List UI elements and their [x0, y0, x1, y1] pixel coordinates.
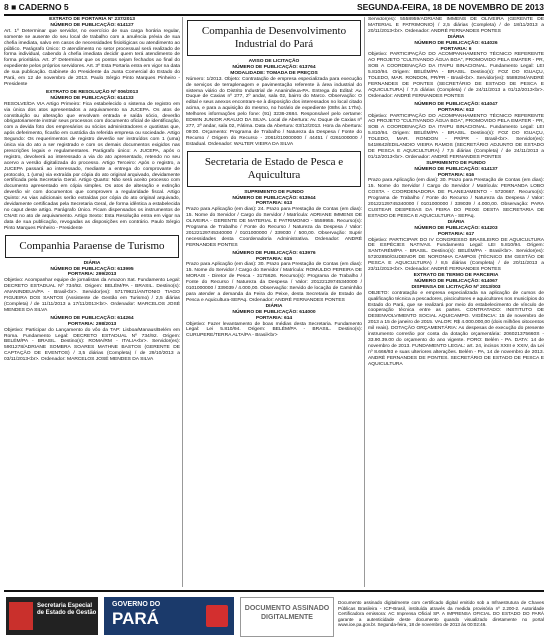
section-title: DIÁRIA: [83, 260, 101, 266]
section-title: EXTRATO DE TERMO DE PARCERIA: [413, 272, 499, 278]
section-title: AVISO DE LICITAÇÃO: [248, 59, 300, 64]
seal-text: DOCUMENTO ASSINADO DIGITALMENTE: [244, 605, 330, 621]
section-body: RESOLVE/DA VIA Artigo Primeiro: Fica estabelecido o sistema de registro em via única dos atos apresentados a arquivamento na JUCEPA. Os atos de constituição ou alteração que envolvam entrada e saída sócio, deverão obrigatoriamente instruir seus processos com documento oficial de identificação, com a devida foto dos empresários ou sócios administradores e quotistas que, após deferimento, ficarão em custódia da referida empresa ou sociedade. Artigo Segundo: Os requerimentos de registro deverão ser instruídos com 1 (uma) única via do ato a ser registrado e com os demais documentos exigidos nas prescrições legais e regulamentares. Parágrafo único: A JUCEPA, após o registro, devolverá ao interessado a via do ato apresentado, retendo no seu acervo a versão digitalizada do processo. Artigo Terceiro: Após o registro, a JUCEPA passará ao interessado, mediante a entrega do comprovante de protocolo, 1 (uma) via extraída por cópia do ato original arquivado, devidamente certificada pela Secretaria Geral. Artigo Quarto: Não será aceito processo com documento apresentado em cópia simples. Os atos de alteração e extinção deverão vir com documentos que comprovem a regularidade fiscal. Artigo Quinto: As vias adicionais serão extraídas por cópia do ato original arquivado, devidamente certificadas pela Secretaria Geral, de forma idêntica a estabelecida no caput deste artigo. Parágrafo Único. Ficam dispensados os instrumentos de CNAE no ato de arquivamento. Artigo Sexto: Esta Resolução entra em vigor na data de sua publicação, revogadas as disposições em contrário. Paulo Sérgio Pinto Marques Pinheiro - Presidente: [4, 101, 180, 231]
publication-number: NÚMERO DE PUBLICAÇÃO: 614047: [414, 101, 498, 107]
section-title: DIÁRIA: [265, 303, 283, 309]
page-header: [4, 2, 544, 16]
governo-label: GOVERNO DO: [112, 601, 161, 608]
page-date: SEGUNDA-FEIRA, 18 DE NOVEMBRO DE 2013: [356, 2, 544, 12]
publication-number: NÚMERO DE PUBLICAÇÃO: 614133: [50, 95, 134, 101]
gestao-mark-icon: [9, 602, 33, 630]
section-body: Objetivo: Acompanhar equipe de jornalistas da Amazon Sat. Fundamento Legal: DECRETO ESTADUAL Nº 734/92. Origem: BELÉM/PA - BRASIL. Destino(s): ANANINDEUA/PA - Brasil<br>. Servidor(es): 57179921/ANTONIO TIAGO FIGUEIRA DOS SANTOS (Assistente de Gestão em Turismo) / 2,5 diárias (Completa) / de 11/11/2013 a 17/11/2013<br>. Ordenador: MARCELOS JOSÉ MENDES DA SILVA: [4, 278, 180, 313]
agency-title-box: Companhia Paraense de Turismo: [5, 235, 179, 258]
publication-number: NÚMERO DE PUBLICAÇÃO: 613976: [232, 250, 316, 256]
section-body: Prazo para Aplicação (em dias): 24. Prazo para Prestação de Contas (em dias): 15. Nome do Servidor / Cargo do Servidor / Matrícula: ADRIANE IMMENS DE OLIVEIRA - GERENTE DE MATERIAL E PATRIMONIO - 5559955. Recurso(s): Programa de Trabalho / Fonte do Recurso / Natureza da Despesa / Valor: 20122129745340000 / 0101000000 / 339030 / 500,00. Observação: Suprir necessidades desta Coordenadoria Administrativa. Ordenador: ANDRÉ FERNANDES PONTES: [186, 207, 362, 248]
para-label: PARÁ: [112, 609, 159, 628]
agency-title-box: Companhia de Desenvolvimento Industrial do Pará: [187, 20, 361, 56]
gestao-logo: [6, 597, 98, 635]
section-body: Objetivo: Participar do Lançamento do vôo da TAP: Lisboa/Manaus/Belém em Roma. Fundamento Legal: DECRETO ESTADUAL Nº 734/92. Origem: BELÉM/PA - BRASIL. Destino(s): ROMA/RM - ITALIA<br>. Servidor(es): 5901278/ADRIANE SOMBRA SOARES MATHNE BASTOS (GERENTE DE CAPTAÇÃO DE EVENTOS) / 3,5 diárias (Completa) / de 29/10/2013 a 03/11/2013<br>. Ordenador: MARCELOS JOSÉ MENDES DA SILVA: [4, 327, 180, 363]
publication-number: NÚMERO DE PUBLICAÇÃO: 614137: [414, 166, 498, 172]
section-body: Objetivo: PARTICIPAÇÃO DO ACOMPANHAMENTO TÉCNICO REFERENTE AO PROJETO "CULTIVANDO ÁGUA BOA", PROMOVIDO PELA EMATER - PR, SOB A COORDENAÇÃO DA ITAIPU BINACIONAL. Fundamento Legal: LEI 5.810/94. Origem: BELÉM/PA - BRASIL. Destino(s): FOZ DO IGUAÇU, TOLEDO, MAR. RONDON - PR/PR - Brasil<br>. Servidor(es): 5418642/EDILANDIO VIEIRA RAMOS (SECRETÁRIO ADJUNTO DE ESTADO DE PESCA E AQUICULTURA) / 7,5 diárias (Completa) / de 24/11/2013 a 01/12/2013<br>. Ordenador: ANDRÉ FERNANDES PONTES: [368, 113, 544, 160]
digital-signature-seal: [240, 597, 334, 637]
column-2: [186, 17, 362, 587]
portaria-number: PORTARIA: 617: [437, 231, 475, 237]
portaria-number: PORTARIA: 298/2013: [67, 321, 117, 327]
dispensa-number: DISPENSA DE LICITAÇÃO Nº 2013/003: [411, 284, 501, 290]
column-3: [368, 17, 544, 587]
publication-number: NÚMERO DE PUBLICAÇÃO: 613995: [50, 266, 134, 272]
section-title: DIÁRIA: [447, 34, 465, 40]
flag-icon: [206, 605, 228, 627]
portaria-number: PORTARIA: 613: [255, 201, 293, 207]
section-title: DIÁRIA: [447, 219, 465, 225]
page-number: 8 ■ CADERNO 5: [4, 2, 69, 12]
section-body: Objetivo: PARTICIPAÇÃO DO ACOMPANHAMENTO TÉCNICO REFERENTE AO PROJETO "CULTIVANDO ÁGUA BOA", PROMOVIDO PELA EMATER - PR, SOB A COORDENAÇÃO DA ITAIPU BINACIONAL. Fundamento Legal: LEI 5.810/94. Origem: BELÉM/PA - BRASIL. Destino(s): FOZ DO IGUAÇU, TOLEDO, MAR. RONDON, PR/PR - Brasil<br>. Servidor(es): 5589294/ANDRÉ FERNANDES DE PONTES (SECRETÁRIO DE ESTADO DE PESCA E AQUICULTURA) / 7,5 diárias (Completa) / de 24/11/2013 a 01/12/2013<br>. Ordenador: ANDRÉ FERNANDES PONTES: [368, 52, 544, 99]
publication-number: NÚMERO DE PUBLICAÇÃO: 613944: [232, 195, 316, 201]
portaria-number: PORTARIA: 616: [437, 172, 475, 178]
gestao-logo-text: Secretaria Especial de Estado de Gestão: [37, 603, 97, 616]
publication-number: NÚMERO DE PUBLICAÇÃO: 614127: [50, 22, 134, 28]
section-body: Objetivo: Fazer levantamento de boas médias desta Secretaria. Fundamento Legal: Lei 5.810/94. Origem: BELÉM/PA - BRASIL. Destino(s): CURUPERE/TERRA ALTA/PA - Brasil<br>: [186, 321, 362, 339]
modality: MODALIDADE: TOMADA DE PREÇOS: [230, 70, 318, 76]
publication-number: NÚMERO DE PUBLICAÇÃO: 614067: [414, 278, 498, 284]
section-title: SUPRIMENTO DE FUNDO: [244, 189, 304, 195]
portaria-number: PORTARIA: 6: [440, 46, 472, 52]
column-1: [4, 17, 180, 587]
portaria-number: PORTARIA: 614: [255, 315, 293, 321]
section-title: EXTRATO DE RESOLUÇÃO Nº 006/2013: [45, 89, 139, 95]
agency-title-box: Secretaria de Estado de Pesca e Aquicultura: [187, 151, 361, 187]
page-footer: [4, 590, 544, 640]
section-body: Número: 1/2013. Objeto: Contratação de empresa especializada para execução de serviços de terraplenagem e pavimentação referente à área industrial do sistema viário do Distrito Industrial de Ananindeua-PA. Entrega do Edital: Av. Duque de Caxias nº 277, 2º andar, sala 02, bairro do Marco. Observação: O edital e seus anexos encontram-se à disposição dos interessados no local citado acima, e para a aquisição do mesmo, no horário de expediente (08hs às 17hs). Melhores informações pelo fone: (91) 3236-2684. Responsável pelo certame: EDWIN JUNIOR ARAUJO DA SILVA. Local de Abertura: Av. Duque de Caxias nº 277, 2º andar, sala 02, Fátima. Data da Abertura: 03/12/2013. Hora da Abertura: 09:00. Orçamento: Programa de Trabalho / Natureza da Despesa / Fonte do Recurso / Origem do Recurso - 2061/010000000 / 44451 / 0261000000 / Estadual. Ordenador: WALTER VIEIRA DA SILVA: [186, 76, 362, 147]
column-divider: [364, 17, 365, 587]
publication-number: NÚMERO DE PUBLICAÇÃO: 614026: [414, 40, 498, 46]
publication-number: NÚMERO DE PUBLICAÇÃO: 613764: [232, 64, 316, 70]
portaria-number: PORTARIA: 612: [437, 107, 475, 113]
portaria-number: PORTARIA: 615: [255, 256, 293, 262]
section-body: Objetivo: PARTICIPAR DO IV CONGRESSO BRASILEIRO DE AQUICULTURA DE ESPÉCIES NATIVAS. Fundamento Legal: LEI 5.810/94. Origem: SANTARÉM/PA - BRASIL. Destino(s): BELÉM/PA - Brasil<br>. Servidor(es): 57202850/GUDENOR DE NORONHA CAMPOS (TÉCNICO EM GESTÃO DE PESCA E AQUICULTURA) / 8,5 diárias (Completa) / de 20/11/2013 a 23/11/2013<br>. Ordenador: ANDRÉ FERNANDES PONTES: [368, 237, 544, 273]
section-body: Prazo para Aplicação (em dias): 30. Prazo para Prestação de Contas (em dias): 15. Nome do Servidor / Cargo do Servidor / Matrícula: ROMULDO PEREIRA DE MORAIS - Diretor de Pesca - 3175626. Recurso(s): Programa de Trabalho / Fonte do Recurso / Natureza da Despesa / Valor: 20122129745340000 / 0101000000 / 339039 / 4.000,00. Observação: Servido de locação de Caminhão para atender a demanda da Feira do Peixe, desta Secretaria de Estado de Pesca e Aquicultura-SEPAq. Ordenador: ANDRÉ FERNANDES PONTES: [186, 262, 362, 303]
section-body: Prazo para Aplicação (em dias): 30. Prazo para Prestação de Contas (em dias): 15. Nome do Servidor / Cargo do Servidor / Matrícula: FERNANDA LOBO COSTA - COORDENADORA DE PLANEJAMENTO - 5720667. Recurso(s): Programa de Trabalho / Fonte do Recurso / Natureza da Despesa / Valor: 20122129745340000 / 0101000000 / 339039 / 4.000,00. Observação: PARA CUSTEAR DESPESAS DA FEIRA DO PEIXE DESTA SECRETARIA DE ESTADO DE PESCA E AQUICULTURA - SEPAq.: [368, 178, 544, 219]
portaria-number: PORTARIA: 299/2013: [67, 272, 117, 278]
governo-para-logo: [104, 597, 234, 635]
publication-number: NÚMERO DE PUBLICAÇÃO: 614264: [50, 315, 134, 321]
section-body: OBJETO: contratação e empresa especializada na aplicação de cursos de qualificação técnica a pescadores, piscicultores e aquicultores nos municípios do Estado do Pará, que se realizará por meio do estabelecimento de vínculo de cooperação técnica entre as partes. CONTRATADO: INSTITUTO DE DESENVOLVIMENTO SOCIAL AQUICAMPO. VIGÊNCIA: 15 de novembro de 2013 a 15 de janeiro de 2015. VALOR: R$ 4.000.000,00 (dois milhões oitocentos mil reais). DOTAÇÃO ORÇAMENTÁRIA: As despesas de execução do presente instrumento correrão por conta da dotação orçamentária: 206021375660S - 33.90.39.00 do orçamento do ano vigente. FORO: Belém - PA. DATA: 14 de novembro de 2013. FUNDAMENTO LEGAL: art. 24, incisos XXIII e XXIV, da Lei nº 8.666/93 e suas ulteriores alterações. Belém - PA, 14 de novembro de 2013. ANDRÉ FERNANDES DE PONTES. SECRETÁRIO DE ESTADO DE PESCA E AQUICULTURA: [368, 290, 544, 367]
publication-number: NÚMERO DE PUBLICAÇÃO: 614000: [232, 309, 316, 315]
section-title: EXTRATO DE PORTARIA Nº 237/2013: [49, 17, 135, 22]
digital-signature-notice: Documento assinado digitalmente com certificado digital emitido sob a Infraestrutura de Chaves Públicas Brasileira - ICP-Brasil, instituída através da medida provisória nº 2.200-2. Autoridade Certificadora emissora: AC Imprensa Oficial SP. A IMPRENSA OFICIAL DO ESTADO DO PARÁ garante a autenticidade deste documento quando visualizado diretamente no portal www.ioe.pa.gov.br. Segunda-feira, 18 de novembro de 2013 às 00:02:46.: [338, 600, 544, 628]
section-body: Servidor(es): 5558959/ADRIANE IMMENS DE OLIVEIRA (GERENTE DE MATERIAL E PATRIMONIO) / 2,5 diárias (Completa) / de 18/11/2013 a 20/11/2013<br>. Ordenador: ANDRÉ FERNANDES PONTES: [368, 17, 544, 34]
publication-number: NÚMERO DE PUBLICAÇÃO: 614203: [414, 225, 498, 231]
section-body: Art. 1º Determinar que servidor, no exercício de sua carga horária regular, somente se ausente do seu local de trabalho com a anuência prévia de sua chefia imediata, salvo em casos de necessidades fisiológicas ou atendimento ao público. Parágrafo Único: O atendimento no setor processual será realizado de forma individual, cabendo à chefia imediata decidir quem terá atendimento de forma prioritária. Art. 2º Determinar que os pontos sejam fechados ao final do expediente pelos próprios servidores. Art. 3º Esta Portaria entra em vigor na data de sua publicação. Gabinete do Presidente da Junta Comercial do Estado do Pará, em 12 de novembro de 2013. Paulo Sérgio Pinto Marques Pinheiro - Presidente: [4, 28, 180, 87]
section-title: SUPRIMENTO DE FUNDO: [426, 160, 486, 166]
column-divider: [182, 17, 183, 587]
